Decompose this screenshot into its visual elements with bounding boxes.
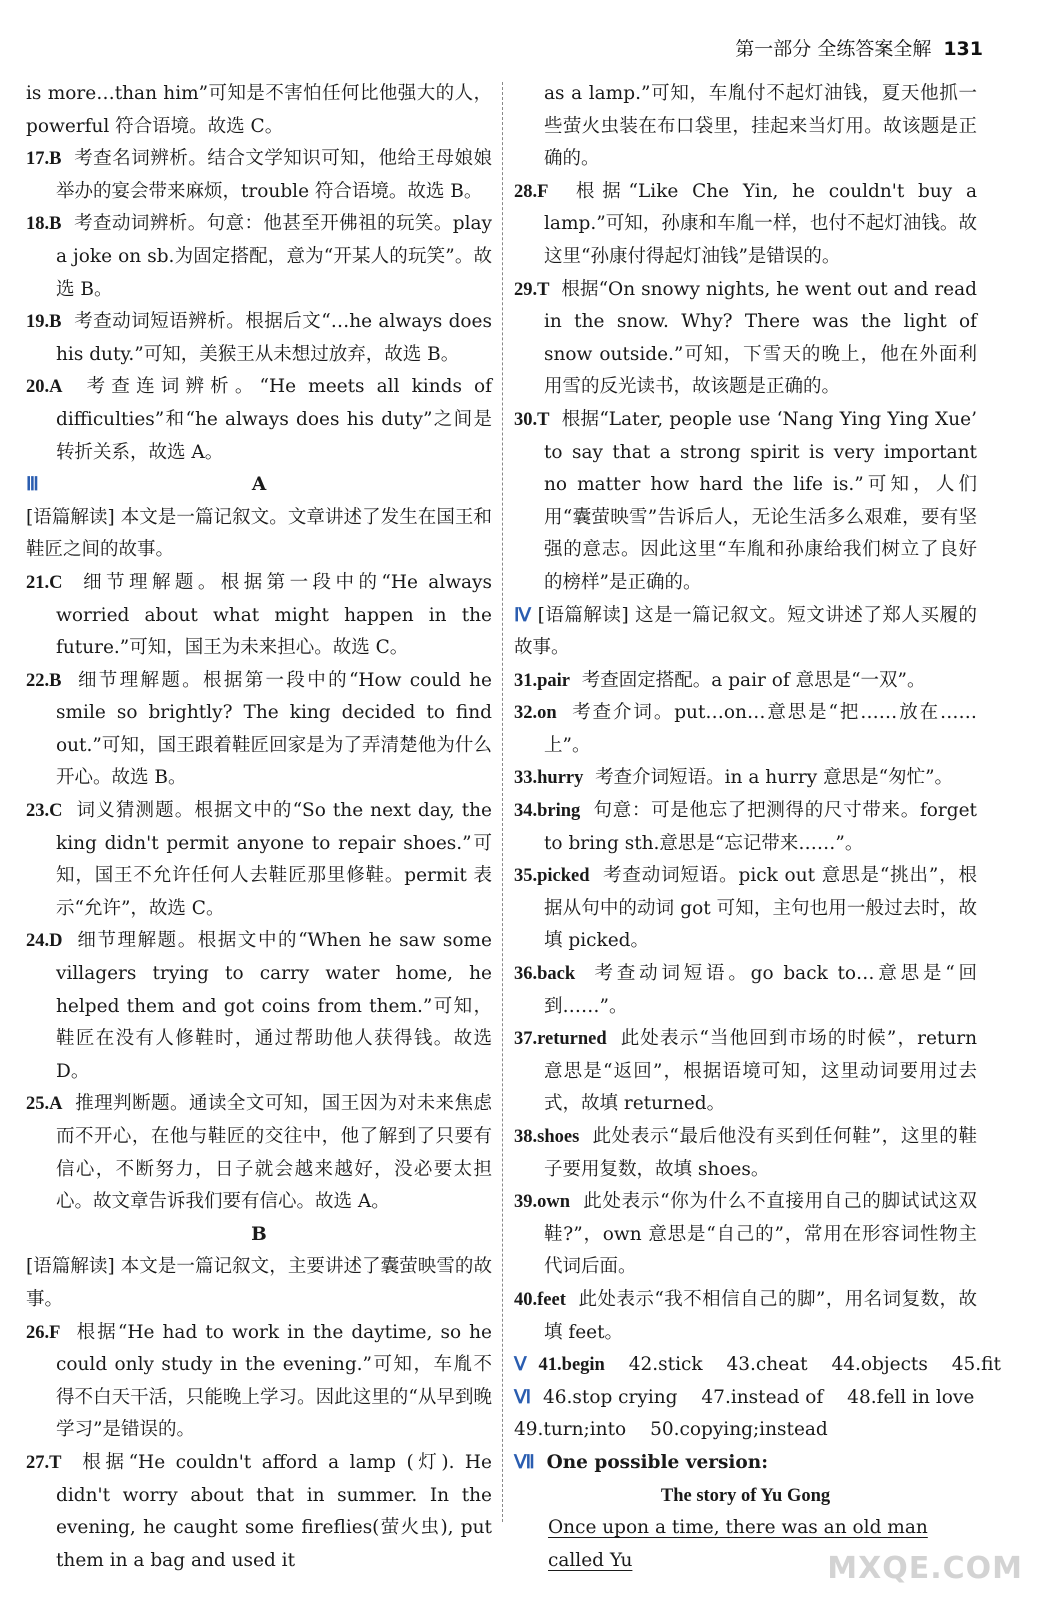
answer-item: 43.cheat: [726, 1354, 808, 1376]
answer-item: 28.F 根据“Like Che Yin, he couldn't buy a lamp.”可知，孙康和车胤一样，也付不起灯油钱。故这里“孙康付得起灯油钱”是错误的。: [514, 180, 977, 267]
answer-item: 20.A 考查连词辨析。“He meets all kinds of difficulties”和“he always does his duty”之间是转折关系，故选 A。: [26, 376, 493, 463]
answer-item: 21.C 细节理解题。根据第一段中的“He always worried about what might happen in the future.”可知，国王为未来担心。故选 C。: [26, 571, 492, 659]
answer-item: 29.T 根据“On snowy nights, he went out and read in the snow. Why? There was the light of snow outside.”可知，下雪天的晚上，他在外面利用雪的反光读书，故该题是正确的。: [514, 278, 978, 398]
version-label: One possible version:: [546, 1451, 769, 1473]
answer-item: 39.own 此处表示“你为什么不直接用自己的脚试试这双鞋?”，own 意思是“自己的”，常用在形容词性物主代词后面。: [514, 1191, 977, 1278]
answer-item: 40.feet 此处表示“我不相信自己的脚”，用名词复数，故填 feet。: [514, 1288, 977, 1343]
section-number: Ⅴ: [514, 1355, 527, 1376]
answer-item: 38.shoes 此处表示“最后他没有买到任何鞋”，这里的鞋子要用复数，故填 shoes。: [514, 1126, 978, 1180]
essay-text: Once upon a time, there was an old man called Yu: [548, 1517, 928, 1571]
essay-title: The story of Yu Gong: [660, 1485, 831, 1506]
section-number: Ⅶ: [514, 1452, 535, 1473]
answer-item: 50.copying;instead: [650, 1419, 828, 1441]
answer-item: 22.B 细节理解题。根据第一段中的“How could he smile so brightly? The king decided to find out.”可知，国王跟着鞋匠回家是为了弄清楚他为什么开心。故选 B。: [26, 669, 492, 789]
reading-summary: [语篇解读] 本文是一篇记叙文。文章讲述了发生在国王和鞋匠之间的故事。: [26, 506, 492, 561]
answer-item: 47.instead of: [701, 1386, 824, 1408]
answer-item: 44.objects: [831, 1354, 928, 1376]
answer-item: 23.C 词义猜测题。根据文中的“So the next day, the king didn't permit anyone to repair shoes.”可知，国王不允许任何人去鞋匠那里修鞋。permit 表示“允许”，故选 C。: [26, 800, 492, 919]
column-divider: [502, 82, 503, 1522]
page-number: 131: [943, 38, 983, 60]
answer-item: 48.fell in love: [847, 1386, 975, 1408]
right-column: [514, 78, 1001, 1577]
answer-item: 37.returned 此处表示“当他回到市场的时候”，return 意思是“返回”，根据语境可知，这里动词要用过去式，故填 returned。: [514, 1028, 977, 1115]
answer-item: 33.hurry 考查介词短语。in a hurry 意思是“匆忙”。: [514, 767, 954, 789]
left-column: [26, 78, 492, 1577]
continued-text: is more…than him”可知是不害怕任何比他强大的人，powerful 符合语境。故选 C。: [26, 83, 492, 137]
answer-item: 36.back 考查动词短语。go back to…意思是“回到……”。: [514, 963, 978, 1017]
part-a-title: A: [251, 474, 267, 496]
answer-item: 41.begin: [538, 1355, 605, 1376]
answer-row: [514, 1382, 977, 1415]
answer-item: 19.B 考查动词短语辨析。根据后文“…he always does his duty.”可知，美猴王从未想过放弃，故选 B。: [26, 311, 492, 365]
answer-item: 25.A 推理判断题。通读全文可知，国王因为对未来焦虑而不开心，在他与鞋匠的交往中，他了解到了只要有信心，不断努力，日子就会越来越好，没必要太担心。故文章告诉我们要有信心。故选 A。: [26, 1093, 492, 1213]
answer-item: 34.bring 句意：可是他忘了把测得的尺寸带来。forget to bring sth.意思是“忘记带来……”。: [514, 800, 977, 854]
section-heading: [514, 1447, 977, 1480]
answer-item: 26.F 根据“He had to work in the daytime, so he could only study in the evening.”可知，车胤不得不白天干活，只能晚上学习。因此这里的“从早到晚学习”是错误的。: [26, 1321, 492, 1441]
answer-item: 49.turn;into: [514, 1419, 627, 1441]
answer-item: 46.stop crying: [542, 1386, 678, 1408]
answer-item: 30.T 根据“Later, people use ‘Nang Ying Ying Xue’ to say that a strong spirit is very important no matter how hard the life is.”可知，人们用“囊萤映雪”告诉后人，无论生活多么艰难，要有坚强的意志。因此这里“车胤和孙康给我们树立了良好的榜样”是正确的。: [514, 408, 977, 593]
answer-item: 18.B 考查动词辨析。句意：他甚至开佛祖的玩笑。play a joke on sb.为固定搭配，意为“开某人的玩笑”。故选 B。: [26, 213, 493, 300]
answer-item: 35.picked 考查动词短语。pick out 意思是“挑出”，根据从句中的动词 got 可知，主句也用一般过去时，故填 picked。: [514, 865, 977, 952]
answer-item: 27.T 根据“He couldn't afford a lamp (灯). He didn't worry about that in summer. In the evening, he caught some fireflies(萤火虫), put them in a bag and used it: [26, 1451, 493, 1571]
part-b-title: B: [251, 1223, 267, 1245]
page-header: [735, 34, 983, 61]
section-heading: [26, 469, 492, 502]
section-number: Ⅵ: [514, 1387, 532, 1408]
watermark: MXQE.COM: [827, 1551, 1023, 1586]
answer-item: 32.on 考查介词。put…on…意思是“把……放在……上”。: [514, 702, 977, 756]
answer-row: [514, 1414, 977, 1447]
answer-item: 42.stick: [628, 1354, 703, 1376]
answer-item: 17.B 考查名词辨析。结合文学知识可知，他给王母娘娘举办的宴会带来麻烦，trouble 符合语境。故选 B。: [26, 148, 492, 202]
answer-item: 24.D 细节理解题。根据文中的“When he saw some villagers trying to carry water home, he helped them and got coins from them.”可知，鞋匠在没有人修鞋时，通过帮助他人获得钱。故选 D。: [26, 930, 492, 1082]
continued-text: as a lamp.”可知，车胤付不起灯油钱，夏天他抓一些萤火虫装在布口袋里，挂起来当灯用。故该题是正确的。: [544, 83, 977, 170]
answer-row: [514, 1349, 1001, 1382]
section-number: Ⅲ: [26, 475, 39, 496]
section-number: Ⅳ: [514, 605, 532, 626]
reading-summary: Ⅳ [语篇解读] 这是一篇记叙文。短文讲述了郑人买履的故事。: [514, 604, 977, 659]
answer-item: 31.pair 考查固定搭配。a pair of 意思是“一双”。: [514, 669, 926, 691]
section-title: 第一部分 全练答案全解: [735, 38, 932, 60]
answer-item: 45.fit: [951, 1354, 1001, 1376]
reading-summary: [语篇解读] 本文是一篇记叙文，主要讲述了囊萤映雪的故事。: [26, 1256, 492, 1310]
